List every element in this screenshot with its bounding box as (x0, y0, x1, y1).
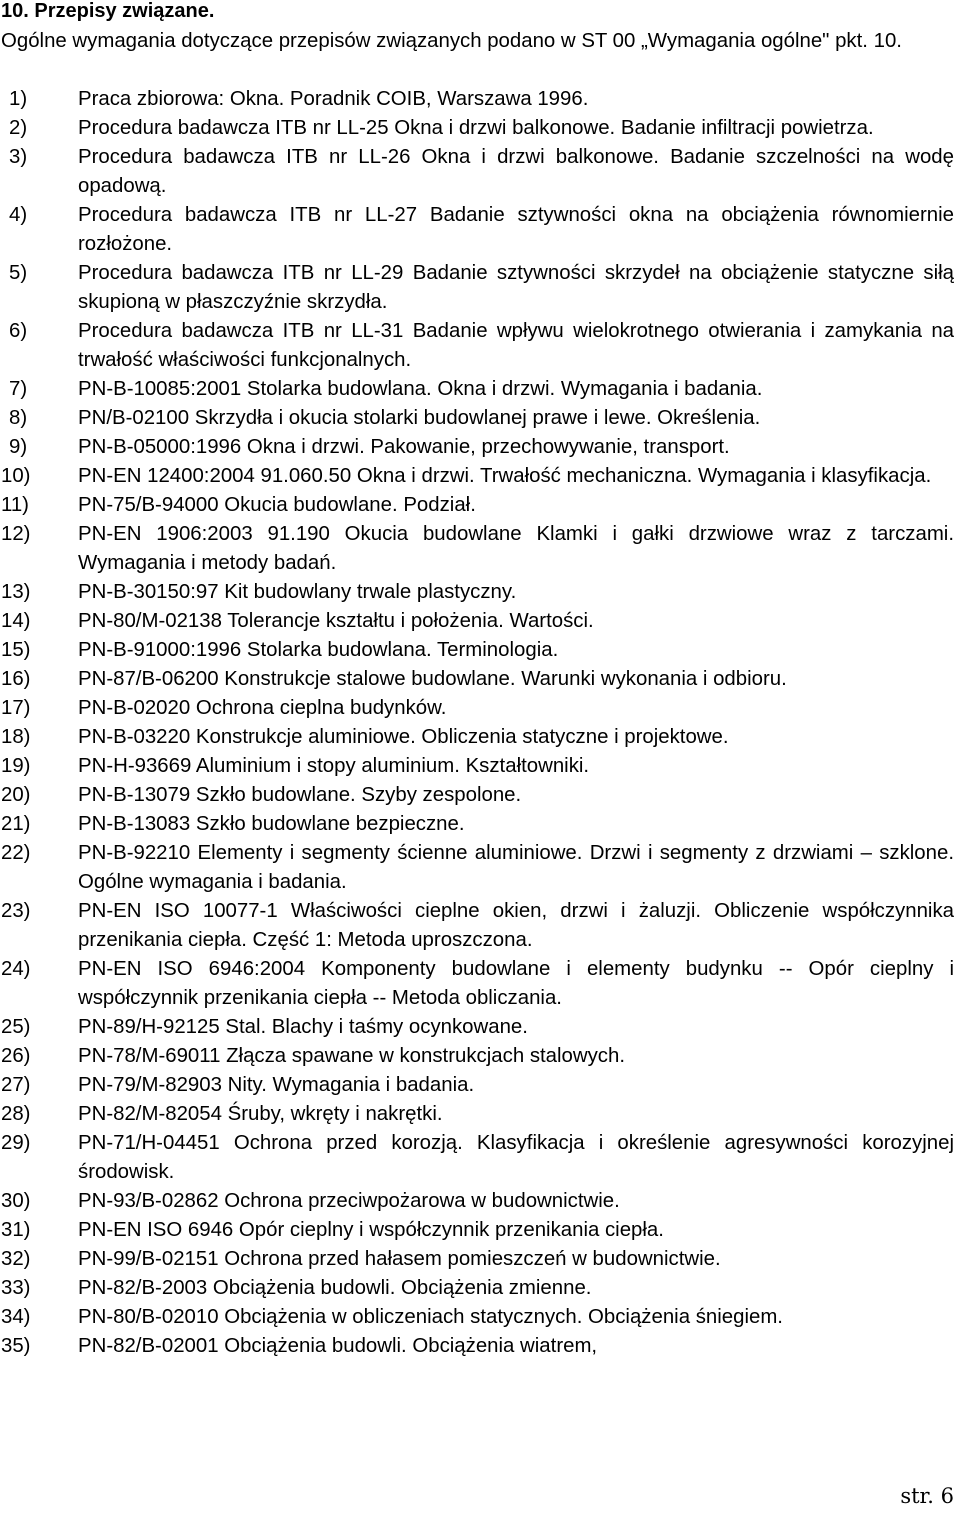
reference-text: Procedura badawcza ITB nr LL-27 Badanie sztywności okna na obciążenia równomiernie rozłożone. (78, 204, 954, 255)
reference-item (1, 1100, 954, 1129)
reference-number: 20) (1, 784, 31, 806)
reference-text: PN-H-93669 Aluminium i stopy aluminium. Kształtowniki. (78, 755, 590, 777)
reference-text: PN-71/H-04451 Ochrona przed korozją. Klasyfikacja i określenie agresywności korozyjnej środowisk. (78, 1132, 954, 1183)
reference-text: Praca zbiorowa: Okna. Poradnik COIB, Warszawa 1996. (78, 88, 589, 110)
reference-item (1, 259, 954, 317)
reference-item (1, 317, 954, 375)
reference-number: 35) (1, 1335, 31, 1357)
reference-number: 10) (1, 465, 31, 487)
reference-item (1, 1071, 954, 1100)
reference-number: 8) (9, 407, 28, 429)
reference-number: 30) (1, 1190, 31, 1212)
reference-item (1, 85, 954, 114)
reference-number: 34) (1, 1306, 31, 1328)
reference-item (1, 665, 954, 694)
reference-item (1, 433, 954, 462)
reference-item (1, 375, 954, 404)
reference-item (1, 607, 954, 636)
reference-text: PN-EN 1906:2003 91.190 Okucia budowlane Klamki i gałki drzwiowe wraz z tarczami. Wymagania i metody badań. (78, 523, 954, 574)
reference-item (1, 1332, 954, 1361)
reference-number: 25) (1, 1016, 31, 1038)
reference-number: 22) (1, 842, 31, 864)
reference-number: 31) (1, 1219, 31, 1241)
reference-number: 17) (1, 697, 31, 719)
section-heading: 10. Przepisy związane. (1, 0, 215, 22)
reference-number: 32) (1, 1248, 31, 1270)
reference-text: PN-EN ISO 10077-1 Właściwości cieplne okien, drzwi i żaluzji. Obliczenie współczynnika przenikania ciepła. Część 1: Metoda uproszczona. (78, 900, 954, 951)
reference-text: PN-79/M-82903 Nity. Wymagania i badania. (78, 1074, 475, 1096)
reference-item (1, 810, 954, 839)
reference-number: 12) (1, 523, 31, 545)
intro-paragraph: Ogólne wymagania dotyczące przepisów związanych podano w ST 00 „Wymagania ogólne" pkt. 10. (1, 30, 902, 52)
reference-item (1, 114, 954, 143)
reference-item (1, 462, 954, 491)
reference-number: 5) (9, 262, 28, 284)
reference-text: Procedura badawcza ITB nr LL-25 Okna i drzwi balkonowe. Badanie infiltracji powietrza. (78, 117, 874, 139)
reference-text: PN-B-13079 Szkło budowlane. Szyby zespolone. (78, 784, 522, 806)
reference-text: PN-80/M-02138 Tolerancje kształtu i położenia. Wartości. (78, 610, 594, 632)
reference-item (1, 578, 954, 607)
reference-text: PN-B-13083 Szkło budowlane bezpieczne. (78, 813, 465, 835)
reference-text: PN-EN 12400:2004 91.060.50 Okna i drzwi. Trwałość mechaniczna. Wymagania i klasyfikacja. (78, 465, 932, 487)
reference-text: PN-B-02020 Ochrona cieplna budynków. (78, 697, 447, 719)
reference-text: PN-82/B-2003 Obciążenia budowli. Obciążenia zmienne. (78, 1277, 592, 1299)
reference-number: 3) (9, 146, 28, 168)
reference-item (1, 955, 954, 1013)
reference-item (1, 143, 954, 201)
reference-item (1, 1042, 954, 1071)
reference-text: PN-EN ISO 6946 Opór cieplny i współczynnik przenikania ciepła. (78, 1219, 664, 1241)
reference-item (1, 491, 954, 520)
reference-text: PN/B-02100 Skrzydła i okucia stolarki budowlanej prawe i lewe. Określenia. (78, 407, 761, 429)
reference-text: PN-EN ISO 6946:2004 Komponenty budowlane i elementy budynku -- Opór cieplny i współczynnik przenikania ciepła -- Metoda obliczania. (78, 958, 954, 1009)
reference-text: PN-B-91000:1996 Stolarka budowlana. Terminologia. (78, 639, 559, 661)
reference-text: PN-89/H-92125 Stal. Blachy i taśmy ocynkowane. (78, 1016, 528, 1038)
reference-number: 4) (9, 204, 28, 226)
reference-item (1, 201, 954, 259)
reference-item (1, 1013, 954, 1042)
reference-item (1, 636, 954, 665)
reference-item (1, 1129, 954, 1187)
reference-number: 9) (9, 436, 28, 458)
reference-number: 6) (9, 320, 28, 342)
reference-number: 26) (1, 1045, 31, 1067)
reference-item (1, 1187, 954, 1216)
reference-item (1, 1274, 954, 1303)
references-list (1, 85, 954, 1361)
reference-text: PN-82/M-82054 Śruby, wkręty i nakrętki. (78, 1103, 443, 1125)
reference-text: Procedura badawcza ITB nr LL-26 Okna i drzwi balkonowe. Badanie szczelności na wodę opadową. (78, 146, 954, 197)
reference-number: 1) (9, 88, 28, 110)
reference-text: PN-B-30150:97 Kit budowlany trwale plastyczny. (78, 581, 517, 603)
reference-number: 11) (1, 494, 29, 516)
reference-number: 14) (1, 610, 31, 632)
reference-number: 18) (1, 726, 31, 748)
reference-number: 13) (1, 581, 31, 603)
reference-number: 23) (1, 900, 31, 922)
reference-number: 7) (9, 378, 28, 400)
reference-item (1, 694, 954, 723)
reference-text: PN-B-03220 Konstrukcje aluminiowe. Obliczenia statyczne i projektowe. (78, 726, 729, 748)
reference-item (1, 897, 954, 955)
reference-text: PN-B-10085:2001 Stolarka budowlana. Okna i drzwi. Wymagania i badania. (78, 378, 763, 400)
reference-text: PN-82/B-02001 Obciążenia budowli. Obciążenia wiatrem, (78, 1335, 598, 1357)
reference-text: Procedura badawcza ITB nr LL-31 Badanie wpływu wielokrotnego otwierania i zamykania na trwałość właściwości funkcjonalnych. (78, 320, 954, 371)
reference-item (1, 404, 954, 433)
reference-item (1, 839, 954, 897)
reference-text: PN-75/B-94000 Okucia budowlane. Podział. (78, 494, 476, 516)
reference-number: 27) (1, 1074, 31, 1096)
reference-number: 2) (9, 117, 28, 139)
reference-text: Procedura badawcza ITB nr LL-29 Badanie sztywności skrzydeł na obciążenie statyczne siłą skupioną w płaszczyźnie skrzydła. (78, 262, 954, 313)
reference-text: PN-B-05000:1996 Okna i drzwi. Pakowanie, przechowywanie, transport. (78, 436, 730, 458)
reference-text: PN-80/B-02010 Obciążenia w obliczeniach statycznych. Obciążenia śniegiem. (78, 1306, 783, 1328)
page-number: str. 6 (900, 1484, 954, 1508)
reference-text: PN-87/B-06200 Konstrukcje stalowe budowlane. Warunki wykonania i odbioru. (78, 668, 787, 690)
reference-number: 15) (1, 639, 31, 661)
reference-item (1, 752, 954, 781)
reference-item (1, 520, 954, 578)
reference-text: PN-78/M-69011 Złącza spawane w konstrukcjach stalowych. (78, 1045, 626, 1067)
reference-text: PN-93/B-02862 Ochrona przeciwpożarowa w budownictwie. (78, 1190, 620, 1212)
reference-number: 33) (1, 1277, 31, 1299)
reference-number: 21) (1, 813, 31, 835)
reference-number: 28) (1, 1103, 31, 1125)
reference-text: PN-B-92210 Elementy i segmenty ścienne aluminiowe. Drzwi i segmenty z drzwiami – szklone. Ogólne wymagania i badania. (78, 842, 954, 893)
reference-number: 24) (1, 958, 31, 980)
reference-item (1, 781, 954, 810)
reference-number: 19) (1, 755, 31, 777)
reference-text: PN-99/B-02151 Ochrona przed hałasem pomieszczeń w budownictwie. (78, 1248, 721, 1270)
reference-number: 16) (1, 668, 31, 690)
reference-item (1, 723, 954, 752)
reference-number: 29) (1, 1132, 31, 1154)
reference-item (1, 1303, 954, 1332)
reference-item (1, 1245, 954, 1274)
reference-item (1, 1216, 954, 1245)
